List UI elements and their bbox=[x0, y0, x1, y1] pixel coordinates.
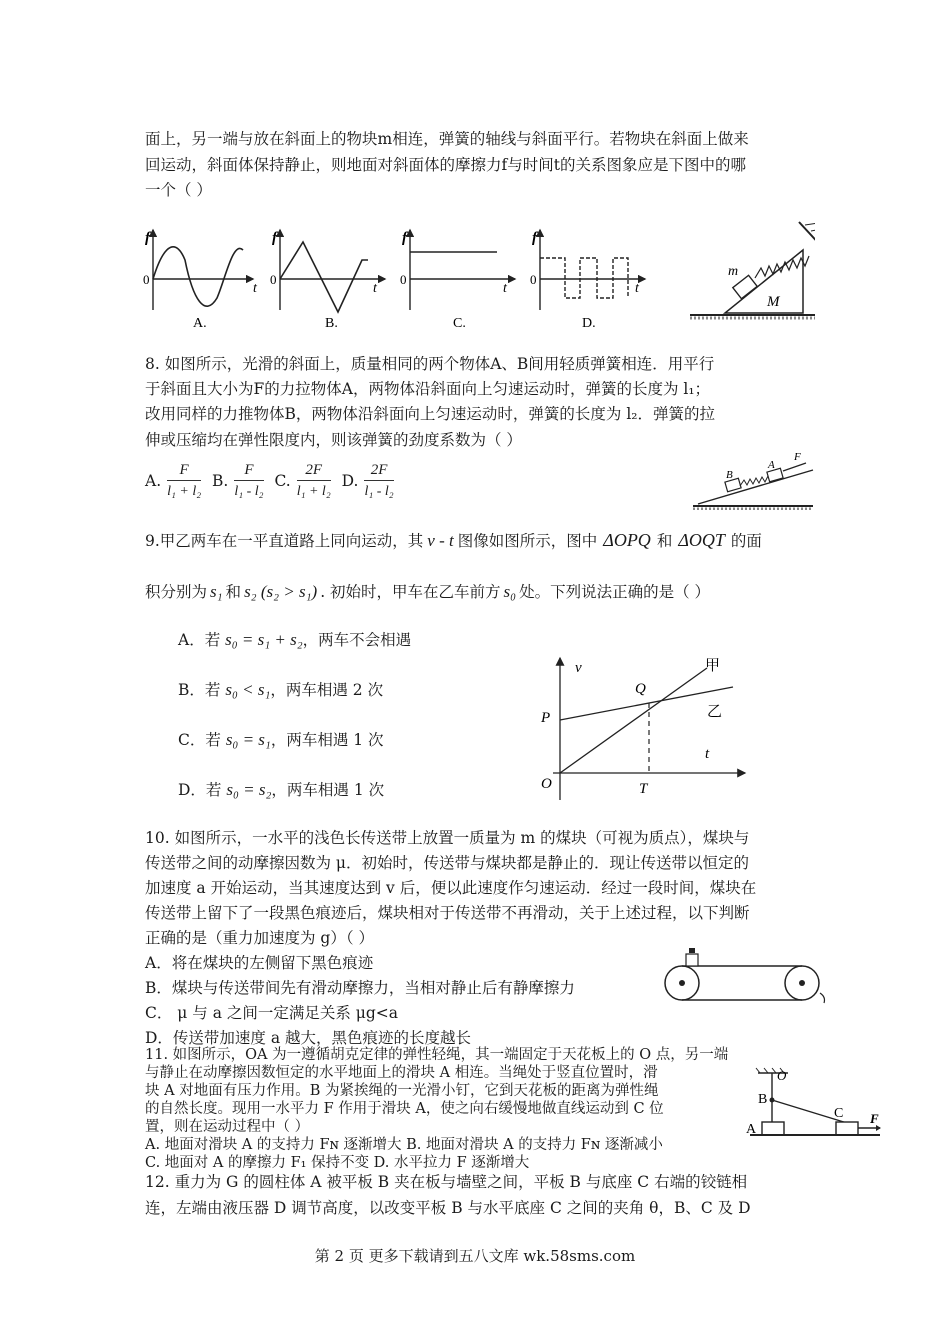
graph-d-f: f bbox=[532, 230, 537, 246]
q7-line-2: 回运动，斜面体保持静止，则地面对斜面体的摩擦力f与时间t的关系图象应是下图中的哪 bbox=[145, 156, 746, 174]
graph-a-t: t bbox=[253, 281, 257, 296]
graph-c-label: C. bbox=[453, 316, 466, 331]
q9-line-2: 积分别为 s₁ 和 s₂ (s₂ > s₁) . 初始时，甲车在乙车前方 s₀ 处。下列说法正确的是（ ） bbox=[145, 582, 711, 601]
q11-line-4: 的自然长度。现用一水平力 F 作用于滑块 A，使之向右缓慢地做直线运动到 C 位 bbox=[145, 1101, 664, 1117]
graph-d-label: D. bbox=[582, 316, 596, 331]
q9-option-d: D．若 s₀ = s₂，两车相遇 1 次 bbox=[178, 780, 385, 799]
q8-option-a: A. $\frac{F}{\text{l₁ + l₂}}$ bbox=[145, 462, 202, 499]
graph-t-point-label: T bbox=[639, 781, 648, 797]
q7-line-1: 面上，另一端与放在斜面上的物块m相连，弹簧的轴线与斜面平行。若物块在斜面上做来 bbox=[145, 130, 749, 148]
q8-line-2: 于斜面且大小为F的力拉物体A，两物体沿斜面向上匀速运动时，弹簧的长度为 l₁； bbox=[145, 380, 711, 398]
q11-line-5: 置，则在运动过程中（ ） bbox=[145, 1119, 310, 1135]
conveyor-belt-figure bbox=[660, 945, 830, 1005]
graph-b-f: f bbox=[272, 230, 277, 246]
fig-a-label: A bbox=[768, 459, 775, 471]
fig-b-label: B bbox=[726, 469, 733, 481]
q10-line-3: 加速度 a 开始运动，当其速度达到 v 后，便以此速度作匀速运动．经过一段时间，煤块在 bbox=[145, 879, 757, 897]
graph-q-label: Q bbox=[635, 681, 646, 697]
q11-options-cd: C. 地面对 A 的摩擦力 F₁ 保持不变 D. 水平拉力 F 逐渐增大 bbox=[145, 1155, 530, 1171]
q10-line-1: 10. 如图所示，一水平的浅色长传送带上放置一质量为 m 的煤块（可视为质点），煤块与 bbox=[145, 829, 750, 847]
q8-options bbox=[145, 460, 400, 503]
fig-a-block-label: A bbox=[746, 1122, 757, 1137]
graph-b bbox=[270, 230, 385, 331]
q10-option-a: A．将在煤块的左侧留下黑色痕迹 bbox=[145, 954, 374, 972]
q8-option-d: D. $\frac{2F}{\text{l₁ - l₂}}$ bbox=[341, 462, 394, 499]
q10-line-2: 传送带之间的动摩擦因数为 μ．初始时，传送带与煤块都是静止的．现让传送带以恒定的 bbox=[145, 854, 750, 872]
fig-force-label: F bbox=[870, 1111, 879, 1126]
q11-line-1: 11. 如图所示，OA 为一遵循胡克定律的弹性轻绳，其一端固定于天花板上的 O 点，另一端 bbox=[145, 1047, 729, 1063]
graph-d-origin: 0 bbox=[530, 272, 537, 287]
page-footer: 第 2 页 更多下载请到五八文库 wk.58sms.com bbox=[314, 1247, 636, 1265]
fig-b-nail-label: B bbox=[758, 1092, 768, 1107]
graph-a-f: f bbox=[145, 230, 150, 246]
graph-p-label: P bbox=[541, 710, 551, 726]
graph-a-origin: 0 bbox=[143, 272, 150, 287]
graph-jia-label: 甲 bbox=[705, 658, 721, 674]
graph-b-origin: 0 bbox=[270, 272, 277, 287]
graph-o-label: O bbox=[541, 776, 552, 792]
q11-line-2: 与静止在动摩擦因数恒定的水平地面上的滑块 A 相连。当绳处于竖直位置时，滑 bbox=[145, 1065, 658, 1081]
q8-line-3: 改用同样的力推物体B，两物体沿斜面向上匀速运动时，弹簧的长度为 l₂．弹簧的拉 bbox=[145, 405, 715, 423]
q9-vt-graph bbox=[535, 650, 750, 805]
graph-d-t: t bbox=[635, 281, 639, 296]
graph-v-label: v bbox=[575, 660, 582, 676]
incline-spring-figure bbox=[690, 222, 815, 318]
q7-line-3: 一个（ ） bbox=[145, 181, 212, 199]
q12-line-2: 连，左端由液压器 D 调节高度，以改变平板 B 与水平底座 C 之间的夹角 θ，B、C 及 D bbox=[145, 1199, 751, 1217]
q10-line-4: 传送带上留下了一段黑色痕迹后，煤块相对于传送带不再滑动，关于上述过程，以下判断 bbox=[145, 904, 750, 922]
q8-option-b: B. $\frac{F}{\text{l₁ - l₂}}$ bbox=[212, 462, 264, 499]
graph-d bbox=[530, 230, 645, 331]
fig-m-label: m bbox=[728, 264, 739, 279]
graph-b-t: t bbox=[373, 281, 377, 296]
graph-a bbox=[143, 230, 258, 331]
fig-M-label: M bbox=[767, 294, 780, 310]
q8-line-4: 伸或压缩均在弹性限度内，则该弹簧的劲度系数为（ ） bbox=[145, 431, 522, 449]
q8-incline-figure bbox=[688, 448, 818, 510]
q10-option-d: D．传送带加速度 a 越大，黑色痕迹的长度越长 bbox=[145, 1029, 472, 1047]
q12-line-1: 12. 重力为 G 的圆柱体 A 被平板 B 夹在板与墙壁之间，平板 B 与底座 C 右端的铰链相 bbox=[145, 1173, 748, 1191]
graph-c-f: f bbox=[402, 230, 407, 246]
graph-c-t: t bbox=[503, 281, 507, 296]
q11-elastic-rope-figure bbox=[740, 1065, 890, 1145]
graph-a-label: A. bbox=[193, 316, 207, 331]
q8-option-c: C. $\frac{2F}{\text{l₁ + l₂}}$ bbox=[274, 462, 331, 499]
q9-line-1: 9.甲乙两车在一平直道路上同向运动，其 v - t 图像如图所示，图中 ΔOPQ 和 ΔOQT 的面 bbox=[145, 530, 762, 550]
graph-c bbox=[400, 230, 515, 331]
q7-graphs bbox=[135, 220, 815, 340]
graph-t-label: t bbox=[705, 746, 710, 762]
fig-o-label: O bbox=[777, 1068, 787, 1083]
q11-line-3: 块 A 对地面有压力作用。B 为紧挨绳的一光滑小钉，它到天花板的距离为弹性绳 bbox=[145, 1083, 659, 1099]
q8-line-1: 8. 如图所示，光滑的斜面上，质量相同的两个物体A、B间用轻质弹簧相连．用平行 bbox=[145, 355, 715, 373]
q9-option-c: C．若 s₀ = s₁，两车相遇 1 次 bbox=[178, 730, 384, 749]
fig-f-label: F bbox=[794, 451, 801, 463]
q9-option-a: A．若 s₀ = s₁ + s₂，两车不会相遇 bbox=[178, 630, 412, 649]
graph-c-origin: 0 bbox=[400, 272, 407, 287]
graph-b-label: B. bbox=[325, 316, 338, 331]
graph-yi-label: 乙 bbox=[707, 704, 723, 720]
q11-options-ab: A. 地面对滑块 A 的支持力 Fɴ 逐渐增大 B. 地面对滑块 A 的支持力 Fɴ 逐渐减小 bbox=[145, 1137, 663, 1153]
q9-option-b: B．若 s₀ < s₁，两车相遇 2 次 bbox=[178, 680, 384, 699]
q10-option-c: C． μ 与 a 之间一定满足关系 μg<a bbox=[145, 1004, 399, 1022]
fig-c-label: C bbox=[834, 1106, 844, 1121]
q10-option-b: B．煤块与传送带间先有滑动摩擦力，当相对静止后有静摩擦力 bbox=[145, 979, 575, 997]
q10-line-5: 正确的是（重力加速度为 g）（ ） bbox=[145, 929, 375, 947]
